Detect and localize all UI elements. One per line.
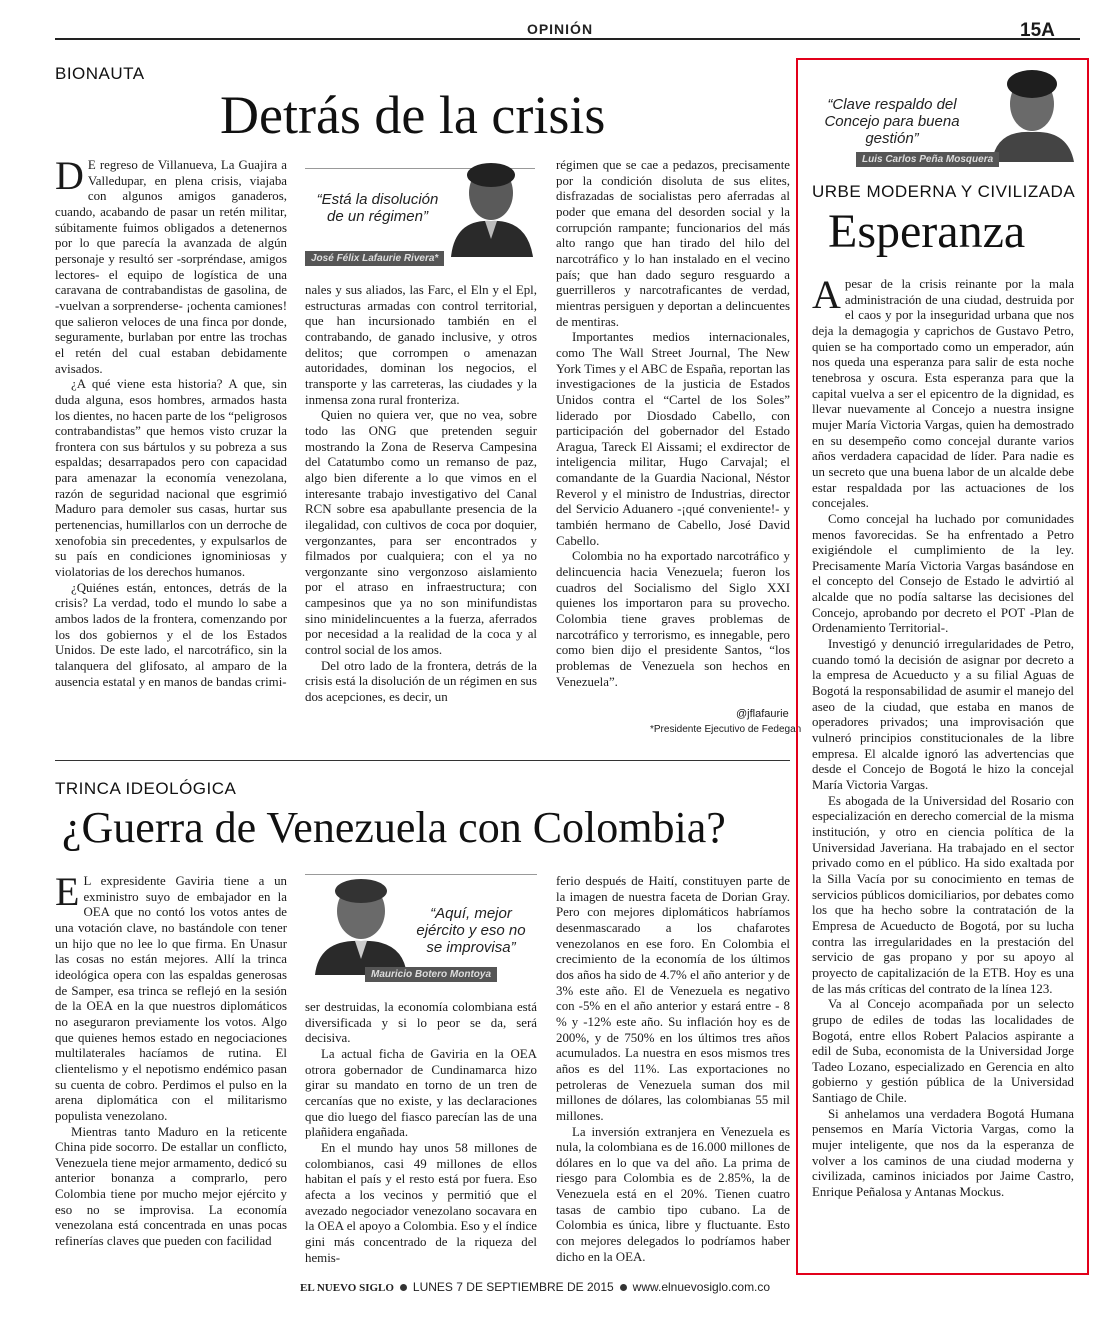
article2-kicker: TRINCA IDEOLÓGICA — [55, 779, 237, 798]
article3-p4: Es abogada de la Universidad del Rosario con especialización en derecho comercial de la misma institución, y otro en ciencia política de la Universidad Javeriana. Ha trabajado en el sector privado como en el público. Ha sido exaltada por la Silla Vacía por su conocimiento en temas de servicios públicos domiciliarios, por debates como los que ha hecho sobre la contratación de la Empresa de Acueducto de Bogotá, por su lucha contra las irregularidades en la prestación del servicio de gas propano y por su apoyo al proyecto de capitalización de la ETB. Hoy es una de las más críticas del contrato de la línea 123. — [812, 793, 1074, 996]
author-portrait-lafaurie — [445, 155, 537, 257]
article1-signature: @jflafaurie — [736, 708, 789, 720]
article3-pull-quote-box — [800, 62, 1084, 166]
article2-pull-quote: “Aquí, mejor ejército y eso no se improvisa” — [416, 905, 526, 956]
article1-c3-p2: Importantes medios internacionales, como The Wall Street Journal, The New York Times y el ABC de España, reportan las investigaciones de la justicia de Estados Unidos contra el “Cartel de los Soles” liderado por Diosdado Cabello, con participación del gobernador del Estado Aragua, Tareck El Aissami; el exdirector de inteligencia militar, Hugo Carvajal; el comandante de la Guardia Nacional, Néstor Reverol y el ministro de Industrias, director del Servicio Aduanero -¡qué conveniente!- y también hermano de Cabello, José David Cabello. — [556, 330, 790, 548]
article2-column-2 — [305, 1000, 537, 1266]
article2-c3-p1: ferio después de Haití, constituyen parte de la imagen de nuestra faceta de Dorian Gray. Pero con mejores diplomáticos habríamos desenmascarado a los chafarotes venezolanos en ese foro. En Colombia el crecimiento de la economía de los últimos dos años ha sido de 4.7% el año anterior y de 3% este año. El de Venezuela es negativo con -5% en el año anterior y estará entre - 8 % y -12% este año. Su inflación hoy es de 200%, y de 750% en los últimos tres años acumulados. La nuestra en esos mismos tres años es del 11%. Las exportaciones no petroleras de Venezuela suman dos mil millones de dólares, las colombianas 55 mil millones. — [556, 874, 790, 1123]
article1-dropcap: D — [55, 158, 84, 198]
article1-column-3 — [556, 158, 790, 706]
article1-pull-quote-box — [305, 168, 535, 269]
article3-author: Luis Carlos Peña Mosquera — [856, 152, 999, 167]
footer-website[interactable]: www.elnuevosiglo.com.co — [632, 1280, 771, 1294]
article2-pull-quote-box — [305, 874, 537, 985]
article2-headline: ¿Guerra de Venezuela con Colombia? — [62, 803, 726, 852]
article2-c1-p2: Mientras tanto Maduro en la reticente China pide socorro. De estallar un conflicto, Venezuela tiene mejor armamento, dedicó su anterior bonanza a comprarlo, pero Colombia tiene por mucho mejor ejército y eso no se improvisa. La economía venezolana está concentrada en unas pocas refinerías claves que pueden con facilidad — [55, 1124, 287, 1249]
section-divider — [55, 760, 790, 761]
section-name: OPINIÓN — [500, 21, 620, 37]
article3-kicker: URBE MODERNA Y CIVILIZADA — [812, 182, 1076, 201]
footer — [300, 1280, 800, 1294]
article1-column-2 — [305, 283, 537, 738]
article1-author: José Félix Lafaurie Rivera* — [305, 251, 444, 266]
footer-brand: EL NUEVO SIGLO — [300, 1282, 394, 1294]
article1-pull-quote: “Está la disolución de un régimen” — [316, 191, 439, 225]
author-portrait-botero — [311, 871, 411, 975]
article3-dropcap: A — [812, 277, 841, 317]
article2-dropcap: E — [55, 874, 80, 914]
bullet-icon — [400, 1284, 407, 1291]
article3-p1: pesar de la crisis reinante por la mala administración de una ciudad, destruida por el caos y por la inseguridad urbana que nos deja la demagogia y caprichos de Gustavo Petro, quien se ha comportado como un emperador, aún nos queda una esperanza para salir de esta noche tenebrosa y oscura. Esta esperanza para que la capital vuelva a ser el epicentro de la dignidad, es llevar nuevamente al Concejo a nuestra insigne mujer María Victoria Vargas, quien ha demostrado en su desempeño como concejal durante varios años verdadera capacidad de líder. Para nadie es un secreto que una buena labor de un alcalde debe estar respaldada por las actuaciones de los concejales. — [812, 277, 1074, 511]
article1-c2-p2: Quien no quiera ver, que no vea, sobre todo las ONG que pretenden seguir mostrando la Zona de Reserva Campesina del Catatumbo como un remanso de paz, algo bien diferente a lo que vimos en el interesante trabajo investigativo del Canal RCN sobre esa apabullante presencia de la ilegalidad, con cultivos de coca por doquier, vergonzantes, para ser encontrados y filmados por cualquiera; con el ya no vergonzante sino vergonzoso aislamiento por el atraso en infraestructura; con campesinos que ya no son minifundistas sino minidelincuentes a la fuerza, aferrados por necesidad a la realidad de la coca y al control social de los amos. — [305, 408, 537, 658]
article3-p5: Va al Concejo acompañada por un selecto grupo de ediles de todas las localidades de Bogotá, entre ellos Robert Palacios aspirante a edil de Suba, economista de la Universidad Jorge Tadeo Lozano, especializado en Gerencia en alto gobierno y gestión pública de la Universidad Santiago de Chile. — [812, 997, 1074, 1106]
article2-column-1 — [55, 874, 287, 1266]
article2-c2-p2: La actual ficha de Gaviria en la OEA otrora gobernador de Cundinamarca hizo girar su mandato en torno de un tren de cercanías que no existe, y las declaraciones que dio luego del fiasco parecían las de una plañidera engañada. — [305, 1046, 537, 1140]
article3-body — [812, 277, 1074, 1267]
article1-c1-p3: ¿Quiénes están, entonces, detrás de la crisis? La verdad, todo el mundo lo sabe a ambos lados de la frontera, comenzando por los dos gobiernos y el de los Estados Unidos. De este lado, el narcotráfico, sin la talanquera del glifosato, al amparo de la ausencia estatal y en manos de bandas crimi- — [55, 580, 287, 689]
article1-c1-p1: E regreso de Villanueva, La Guajira a Valledupar, en plena crisis, viajaba con algunos amigos ganaderos, cuando, acabando de pasar un retén militar, súbitamente fuimos obligados a detenernos por lo que parecía la avanzada de algún personaje y resultó ser -sorpréndase, amigos lectores- el equipo de logística de una caravana de contrabandistas de gasolina, de -vuelvan a sorprenderse- ¡ochenta camiones! que salieron veloces de una finca por donde, seguramente, burlaban por entre las trochas el retén del cual estaban debidamente avisados. — [55, 158, 287, 376]
article3-headline: Esperanza — [828, 205, 1026, 258]
article2-c2-p1: ser destruidas, la economía colombiana está diversificada y si lo peor se da, será decisiva. — [305, 1000, 537, 1046]
bullet-icon — [620, 1284, 627, 1291]
article1-footnote: *Presidente Ejecutivo de Fedegan — [650, 724, 802, 735]
article3-p3: Investigó y denunció irregularidades de Petro, cuando tomó la decisión de asignar por decreto a la empresa de Acueducto y a su filial Aguas de Bogotá la responsabilidad de asumir el manejo del aseo de la ciudad, que estaba en manos de operadores privados; una improvisación que vulneró principios constitucionales de la libre empresa. El alcalde ignoró las advertencias que desde el Concejo de Bogotá le hizo la concejal María Victoria Vargas. — [812, 637, 1074, 792]
article2-c2-p3: En el mundo hay unos 58 millones de colombianos, casi 49 millones de ellos habitan el país y el resto está por fuera. Eso afecta a los vecinos y permitió que el avezado negociador venezolano socavara en la OEA el apoyo a Colombia. Eso y el índice gini más concentrado de la riqueza del hemis- — [305, 1140, 537, 1265]
article3-p2: Como concejal ha luchado por comunidades menos favorecidas. Se ha enfrentado a Petro exigiéndole el cumplimiento de la ley. Precisamente María Victoria Vargas basándose en el concepto del Consejo de Estado le advirtió al alcalde que no podía saltarse las decisiones del Concejo, aprobando por decreto el POT -Plan de Ordenamiento Territorial-. — [812, 511, 1074, 636]
article2-c3-p2: La inversión extranjera en Venezuela es nula, la colombiana es de 16.000 millones de dólares en lo que va del año. La prima de riesgo para Colombia es de 2.85%, la de Venezuela está en el 20%. Tienen cuatro tasas de cambio tipo cubano. La de Colombia es única, libre y fluctuante. Esto con mejores delegados lo podríamos haber dicho en la OEA. — [556, 1124, 790, 1264]
article2-column-3 — [556, 874, 790, 1266]
article1-c2-p1: nales y sus aliados, las Farc, el Eln y el Epl, estructuras armadas con control territorial, que han incursionado también en el contrabando, de ganado inclusive, y otros delitos; que corrompen o amenazan autoridades, dominan los negocios, el transporte y las carreteras, las ciudades y la inmensa zona rural fronteriza. — [305, 283, 537, 407]
article2-c1-p1: L expresidente Gaviria tiene a un exministro suyo de embajador en la OEA que no contó los votos antes de una votación clave, no bastándole con tener un hijo que no lee lo que firma. En Unasur las cosas no están mejores. Allí la trinca ideológica opera con las espaldas generosas de Samper, esa trinca se reflejó en la sesión de la OEA en la que nuestros diplomáticos no aseguraron previamente los votos. Algo que quienes hemos estado en negociaciones multilaterales hacíamos de rutina. El clientelismo y el nepotismo endémico pasan su cuenta de cobro. Perdimos el pulso en la arena diplomática con el militarismo populista venezolano. — [55, 874, 287, 1123]
article1-headline: Detrás de la crisis — [220, 85, 606, 145]
article1-c3-p3: Colombia no ha exportado narcotráfico y delincuencia hacia Venezuela; fueron los cuadros del Socialismo del Siglo XXI quienes los importaron para su provecho. Colombia tiene graves problemas de narcotráfico y terrorismo, es innegable, pero como bien dijo el presidente Santos, “los problemas de Venezuela son hechos en Venezuela”. — [556, 549, 790, 689]
article1-kicker: BIONAUTA — [55, 64, 145, 83]
author-portrait-pena — [986, 62, 1078, 162]
article1-c2-p3: Del otro lado de la frontera, detrás de la crisis está la disolución de un régimen en sus dos acepciones, es decir, un — [305, 658, 537, 705]
article3-pull-quote: “Clave respaldo del Concejo para buena gestión” — [824, 96, 960, 147]
article1-column-1 — [55, 158, 287, 738]
footer-date: LUNES 7 DE SEPTIEMBRE DE 2015 — [412, 1280, 614, 1294]
article2-author: Mauricio Botero Montoya — [365, 967, 497, 982]
header-rule — [55, 38, 1080, 40]
article1-c3-p1: régimen que se cae a pedazos, precisamente por la condición disoluta de sus elites, disfrazadas de socialistas pero aferradas al poder que emana del desorden social y la corrupción rampante; funcionarios del más alto rango que han tirado del hilo del narcotráfico y lo han instalado en el vecino país; que han dado seguro resguardo a guerrilleros y narcotraficantes de verdad, mientras persiguen y deportan a delincuentes de mentiras. — [556, 158, 790, 329]
page-number: 15A — [1020, 20, 1055, 41]
article1-c1-p2: ¿A qué viene esta historia? A que, sin duda alguna, esos hombres, armados hasta los dientes, no hacen parte de los “peligrosos contrabandistas” que hemos visto cruzar la frontera con sus bártulos y su pobreza a sus espaldas; desarrapados pero con capacidad para amenazar la economía venezolana, razón de seguridad nacional que esgrimió Maduro para demoler sus casas, hurtar sus pertenencias, humillarlos con un derroche de xenofobia sin precedentes, y expulsarlos de su país en condiciones ignominiosas y violatorias de los derechos humanos. — [55, 377, 287, 580]
article3-p6: Si anhelamos una verdadera Bogotá Humana pensemos en María Victoria Vargas, como la mujer inteligente, que nos da la esperanza de volver a los caminos de una ciudad moderna y civilizada, caminos iniciados por Jaime Castro, Enrique Peñalosa y Antanas Mockus. — [812, 1106, 1074, 1200]
